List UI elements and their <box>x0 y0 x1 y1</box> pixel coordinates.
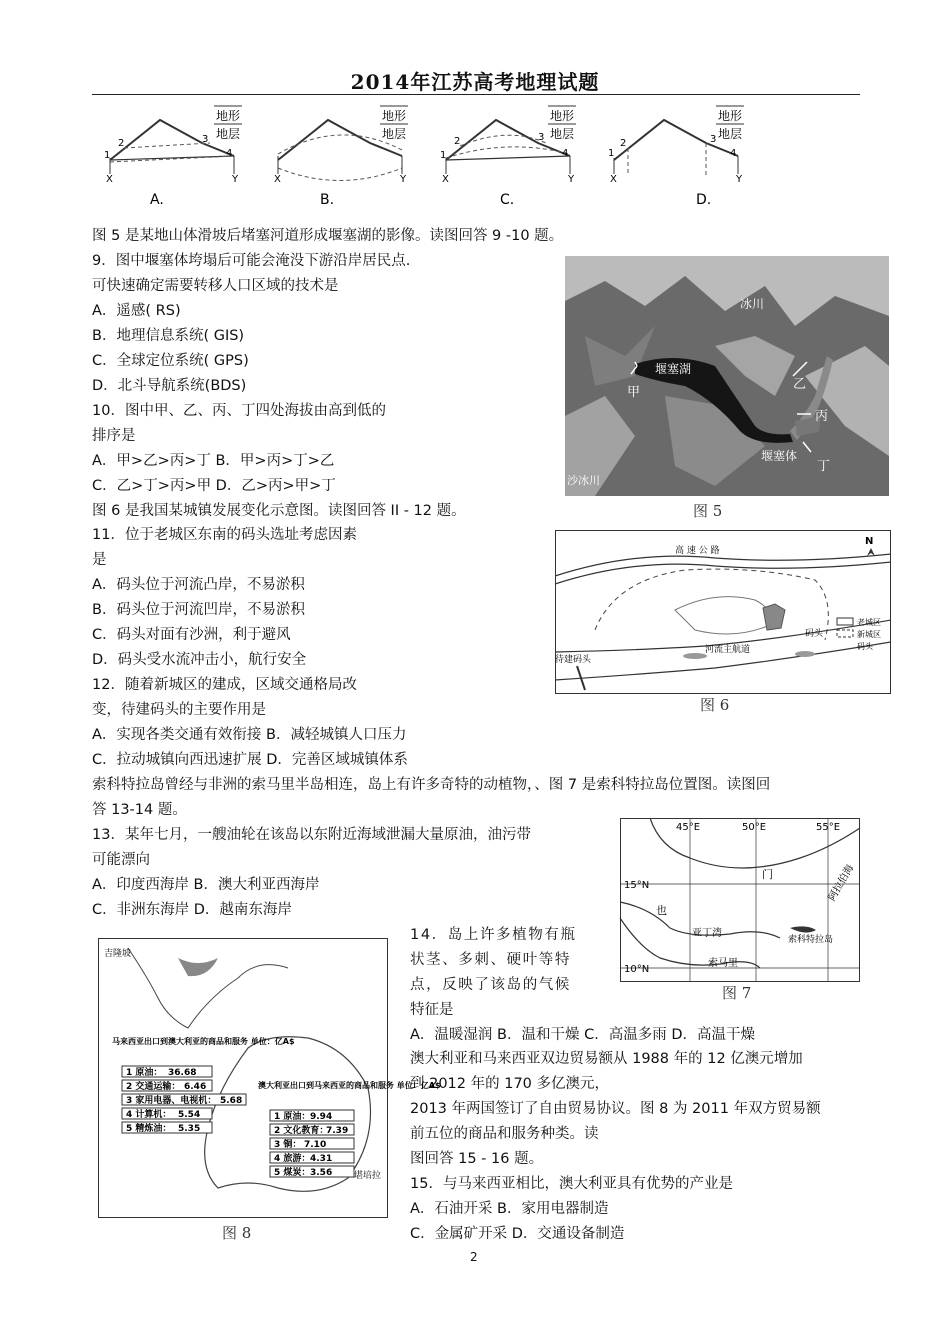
q14-stem-2: 状茎、多刺、硬叶等特 <box>410 952 571 968</box>
q12-options-ab: A．实现各类交通有效衔接 B．减轻城镇人口压力 <box>92 727 407 743</box>
intro-fig8-1: 澳大利亚和马来西亚双边贸易额从 1988 年的 12 亿澳元增加 <box>410 1051 803 1067</box>
profile-d <box>608 106 744 208</box>
profile-d-legend-bottom: 地层 <box>718 127 743 141</box>
fig8-au-item-2-label: 2 文化教育： <box>274 1126 329 1136</box>
fig7-lon-50: 50°E <box>742 822 767 833</box>
profile-a-legend-top: 地形 <box>216 109 241 123</box>
intro-fig7-1: 索科特拉岛曾经与非洲的索马里半岛相连，岛上有许多奇特的动植物，、图 7 是索科特拉岛位置图。读图回 <box>92 777 771 793</box>
fig5-label-glacier: 冰川 <box>740 297 765 311</box>
fig8-my-item-4-label: 4 计算机： <box>126 1110 172 1120</box>
profile-d-point-3: 3 <box>710 134 717 145</box>
fig8-city-kl: 吉隆坡 <box>104 949 132 959</box>
q10-stem-2: 排序是 <box>92 428 136 444</box>
page-number: 2 <box>470 1250 478 1264</box>
intro-fig6: 图 6 是我国某城镇发展变化示意图。读图回答 II - 12 题。 <box>92 503 466 519</box>
fig7-ye: 也 <box>656 904 667 917</box>
fig8-au-item-1-label: 1 原油： <box>274 1112 311 1122</box>
terrain-profiles <box>92 98 860 218</box>
q14-stem-1: 14．岛上许多植物有瓶 <box>410 927 577 943</box>
profile-a-point-4: 4 <box>226 148 233 159</box>
profile-b-option: B. <box>320 192 335 208</box>
profile-a-option: A. <box>150 192 164 208</box>
fig8-my-item-2-value: 6.46 <box>184 1082 207 1092</box>
q13-options-cd: C．非洲东海岸 D．越南东海岸 <box>92 902 292 918</box>
fig8-au-item-5-value: 3.56 <box>310 1168 333 1178</box>
fig5-label-bing: 丙 <box>815 409 829 424</box>
fig8-city-canberra: 堪培拉 <box>354 1171 382 1181</box>
q9-stem-2: 可快速确定需要转移人口区域的技术是 <box>92 278 339 294</box>
q13-stem-1: 13．某年七月，一艘油轮在该岛以东附近海域泄漏大量原油，油污带 <box>92 827 531 843</box>
fig8-au-item-1-value: 9.94 <box>310 1112 333 1122</box>
profile-b-x: X <box>274 174 281 185</box>
fig8-au-item-2-value: 7.39 <box>326 1126 349 1136</box>
fig8-au-title: 澳大利亚出口到马来西亚的商品和服务 单位：亿A$ <box>258 1081 441 1090</box>
figure-5-satellite-image <box>565 256 889 496</box>
q11-stem-2: 是 <box>92 552 107 568</box>
profile-c-point-1: 1 <box>440 150 447 161</box>
intro-fig8-3: 2013 年两国签订了自由贸易协议。图 8 为 2011 年双方贸易额 <box>410 1101 821 1117</box>
fig8-au-item-4-value: 4.31 <box>310 1154 333 1164</box>
profile-b <box>274 106 408 208</box>
q12-stem-1: 12．随着新城区的建成，区域交通格局改 <box>92 677 357 693</box>
q9-option-d: D．北斗导航系统(BDS) <box>92 378 247 394</box>
intro-fig5: 图 5 是某地山体滑坡后堵塞河道形成堰塞湖的影像。读图回答 9 -10 题。 <box>92 228 564 244</box>
profile-a-x: X <box>106 174 113 185</box>
profile-a-point-1: 1 <box>104 150 111 161</box>
fig6-wharf-label: 码头 <box>805 629 824 639</box>
q9-option-a: A．遥感( RS) <box>92 303 181 319</box>
profile-b-legend-top: 地形 <box>382 109 407 123</box>
figure-6-town-map <box>555 530 891 694</box>
profile-a-point-2: 2 <box>118 138 125 149</box>
profile-c-point-2: 2 <box>454 136 461 147</box>
fig8-my-item-3-label: 3 家用电器、电视机： <box>126 1096 217 1106</box>
fig6-channel-label: 河流主航道 <box>705 645 751 655</box>
fig8-my-item-1-label: 1 原油： <box>126 1068 163 1078</box>
q11-stem-1: 11．位于老城区东南的码头选址考虑因素 <box>92 527 357 543</box>
profile-d-point-1: 1 <box>608 148 615 159</box>
fig8-au-item-3-value: 7.10 <box>304 1140 327 1150</box>
fig7-island: 索科特拉岛 <box>788 935 834 945</box>
fig7-somali: 索马里 <box>708 958 738 969</box>
q10-stem-1: 10．图中甲、乙、丙、丁四处海拔由高到低的 <box>92 403 386 419</box>
fig7-lon-55: 55°E <box>816 822 841 833</box>
title-rule <box>92 94 860 95</box>
fig7-gulf: 亚丁湾 <box>692 928 722 939</box>
profile-c <box>440 106 576 208</box>
q12-options-cd: C．拉动城镇向西迅速扩展 D．完善区域城镇体系 <box>92 752 408 768</box>
fig7-lat-15: 15°N <box>624 880 650 891</box>
profile-b-y: Y <box>400 174 407 185</box>
fig6-caption: 图 6 <box>700 696 730 714</box>
q11-option-b: B．码头位于河流凹岸，不易淤积 <box>92 602 305 618</box>
profile-c-x: X <box>442 174 449 185</box>
fig6-north-label: N <box>865 536 874 547</box>
fig8-my-item-5-label: 5 精炼油： <box>126 1124 172 1134</box>
fig5-caption: 图 5 <box>693 502 723 520</box>
fig8-my-title: 马来西亚出口到澳大利亚的商品和服务 单位：亿A$ <box>112 1037 295 1046</box>
q10-options-cd: C．乙>丁>丙>甲 D．乙>丙>甲>丁 <box>92 478 336 494</box>
fig5-label-lake: 堰塞湖 <box>655 362 692 376</box>
fig8-au-item-5-label: 5 煤炭： <box>274 1168 311 1178</box>
fig7-men: 门 <box>762 868 773 881</box>
fig8-au-items <box>270 1110 354 1178</box>
fig6-planned-wharf-label: 待建码头 <box>555 655 592 665</box>
fig6-highway-label: 高 速 公 路 <box>675 546 720 556</box>
profile-a <box>104 106 242 208</box>
fig5-label-dam: 堰塞体 <box>761 449 798 463</box>
fig7-lon-45: 45°E <box>676 822 701 833</box>
q15-stem: 15．与马来西亚相比，澳大利亚具有优势的产业是 <box>410 1176 733 1192</box>
fig7-sea: 阿拉伯海 <box>826 863 857 904</box>
profile-d-y: Y <box>736 174 743 185</box>
fig7-lat-10: 10°N <box>624 964 650 975</box>
q12-stem-2: 变，待建码头的主要作用是 <box>92 702 266 718</box>
profile-d-point-2: 2 <box>620 138 627 149</box>
fig8-my-item-4-value: 5.54 <box>178 1110 201 1120</box>
q13-stem-2: 可能漂向 <box>92 852 150 868</box>
intro-fig8-4: 前五位的商品和服务种类。读 <box>410 1126 599 1142</box>
profile-c-point-3: 3 <box>538 132 545 143</box>
q9-option-c: C．全球定位系统( GPS) <box>92 353 249 369</box>
fig8-my-item-1-value: 36.68 <box>168 1068 197 1078</box>
fig5-label-yi: 乙 <box>793 377 807 392</box>
fig5-label-ding: 丁 <box>817 459 831 474</box>
profile-d-legend-top: 地形 <box>718 109 743 123</box>
intro-fig8-2: 到 2012 年的 170 多亿澳元， <box>410 1076 610 1092</box>
fig8-au-item-4-label: 4 旅游： <box>274 1154 311 1164</box>
profile-c-legend-bottom: 地层 <box>550 127 575 141</box>
q14-stem-3: 点，反映了该岛的气候 <box>410 977 571 993</box>
fig8-caption: 图 8 <box>222 1224 252 1242</box>
fig8-au-item-3-label: 3 铜： <box>274 1140 302 1150</box>
fig6-legend-old: 老城区 <box>857 618 881 627</box>
intro-fig8-5: 图回答 15 - 16 题。 <box>410 1151 544 1167</box>
q14-stem-4: 特征是 <box>410 1002 454 1018</box>
profile-c-y: Y <box>568 174 575 185</box>
profile-c-point-4: 4 <box>562 148 569 159</box>
q13-options-ab: A．印度西海岸 B．澳大利亚西海岸 <box>92 877 320 893</box>
q11-option-c: C．码头对面有沙洲，利于避风 <box>92 627 291 643</box>
q9-option-b: B．地理信息系统( GIS) <box>92 328 245 344</box>
q11-option-d: D．码头受水流冲击小，航行安全 <box>92 652 307 668</box>
intro-fig7-2: 答 13-14 题。 <box>92 802 187 818</box>
fig6-legend-new: 新城区 <box>857 630 881 639</box>
fig8-my-item-3-value: 5.68 <box>220 1096 243 1106</box>
q14-options: A．温暖湿润 B．温和干燥 C．高温多雨 D．高温干燥 <box>410 1027 755 1043</box>
profile-d-x: X <box>610 174 617 185</box>
fig6-legend-wharf: 码头 <box>857 642 873 651</box>
profile-c-legend-top: 地形 <box>550 109 575 123</box>
fig5-label-jia: 甲 <box>627 385 641 400</box>
profile-b-legend-bottom: 地层 <box>382 127 407 141</box>
q15-options-ab: A．石油开采 B．家用电器制造 <box>410 1201 609 1217</box>
profile-a-point-3: 3 <box>202 134 209 145</box>
q10-options-ab: A．甲>乙>丙>丁 B．甲>丙>丁>乙 <box>92 453 335 469</box>
q9-stem-1: 9．图中堰塞体垮塌后可能会淹没下游沿岸居民点. <box>92 253 411 269</box>
page-title: 2014年江苏高考地理试题 <box>350 70 600 94</box>
fig8-my-item-2-label: 2 交通运输： <box>126 1082 181 1092</box>
profile-c-option: C. <box>500 192 515 208</box>
profile-a-y: Y <box>232 174 239 185</box>
fig7-caption: 图 7 <box>722 984 752 1002</box>
fig8-my-item-5-value: 5.35 <box>178 1124 201 1134</box>
profile-a-legend-bottom: 地层 <box>216 127 241 141</box>
fig5-label-river: 沙冰川 <box>567 474 600 487</box>
profile-d-point-4: 4 <box>730 148 737 159</box>
q15-options-cd: C．金属矿开采 D．交通设备制造 <box>410 1226 625 1242</box>
figure-7-socotra-map <box>620 818 860 982</box>
profile-d-option: D. <box>696 192 712 208</box>
q11-option-a: A．码头位于河流凸岸，不易淤积 <box>92 577 305 593</box>
